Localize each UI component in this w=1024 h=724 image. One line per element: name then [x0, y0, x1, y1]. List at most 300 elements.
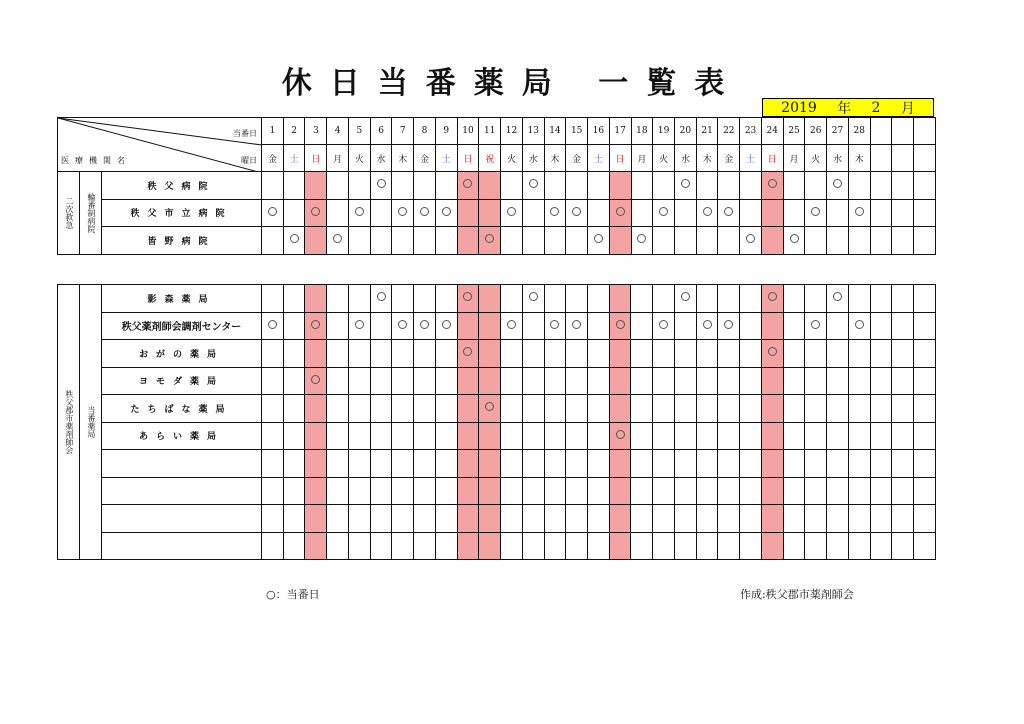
- day-cell: [653, 367, 675, 395]
- day-cell: [631, 450, 653, 478]
- duty-mark-icon: [311, 207, 320, 216]
- day-cell: [870, 312, 892, 340]
- group-label: 二次救急: [64, 196, 74, 229]
- duty-mark-icon: [616, 207, 625, 216]
- weekday: 金: [566, 145, 588, 172]
- legend: [266, 586, 320, 602]
- year-unit: 年: [837, 100, 852, 117]
- day-cell: [848, 395, 870, 423]
- day-cell: [740, 367, 762, 395]
- duty-mark-icon: [681, 292, 690, 301]
- day-cell: [740, 505, 762, 533]
- day-cell: [305, 199, 327, 227]
- day-cell: [914, 532, 936, 560]
- day-cell: [696, 532, 718, 560]
- weekday: 木: [848, 145, 870, 172]
- day-cell: [588, 227, 610, 255]
- duty-mark-icon: [268, 320, 277, 329]
- day-cell: [827, 172, 849, 200]
- day-number: 22: [718, 118, 740, 145]
- weekday: 金: [262, 145, 284, 172]
- day-cell: [305, 422, 327, 450]
- day-number: [914, 118, 936, 145]
- day-number: 21: [696, 118, 718, 145]
- day-cell: [805, 505, 827, 533]
- day-cell: [348, 312, 370, 340]
- day-cell: [305, 477, 327, 505]
- day-cell: [414, 477, 436, 505]
- day-cell: [696, 172, 718, 200]
- day-cell: [718, 532, 740, 560]
- day-cell: [827, 367, 849, 395]
- day-cell: [501, 505, 523, 533]
- day-cell: [827, 340, 849, 368]
- day-cell: [457, 505, 479, 533]
- duty-mark-icon: [268, 207, 277, 216]
- subgroup-label-cell: [80, 172, 102, 255]
- day-cell: [914, 450, 936, 478]
- duty-mark-icon: [811, 320, 820, 329]
- day-cell: [827, 199, 849, 227]
- day-cell: [522, 285, 544, 313]
- duty-mark-icon: [550, 207, 559, 216]
- day-cell: [674, 340, 696, 368]
- day-cell: [522, 367, 544, 395]
- day-cell: [457, 422, 479, 450]
- day-cell: [283, 367, 305, 395]
- day-cell: [479, 227, 501, 255]
- day-cell: [414, 312, 436, 340]
- day-cell: [631, 477, 653, 505]
- day-cell: [696, 199, 718, 227]
- day-cell: [870, 505, 892, 533]
- table-row: [58, 532, 936, 560]
- institution-name: [102, 450, 262, 478]
- day-cell: [262, 450, 284, 478]
- day-cell: [609, 199, 631, 227]
- day-cell: [566, 395, 588, 423]
- day-cell: [566, 477, 588, 505]
- duty-mark-icon: [703, 320, 712, 329]
- day-cell: [544, 285, 566, 313]
- duty-mark-icon: [659, 207, 668, 216]
- day-number: 11: [479, 118, 501, 145]
- day-cell: [501, 532, 523, 560]
- page-title: 休日当番薬局 一覧表: [281, 66, 743, 101]
- day-cell: [609, 227, 631, 255]
- day-cell: [544, 227, 566, 255]
- day-cell: [457, 172, 479, 200]
- day-cell: [609, 450, 631, 478]
- day-cell: [414, 505, 436, 533]
- day-cell: [262, 227, 284, 255]
- day-cell: [892, 505, 914, 533]
- day-cell: [827, 227, 849, 255]
- day-cell: [414, 227, 436, 255]
- day-cell: [348, 172, 370, 200]
- day-cell: [588, 450, 610, 478]
- day-cell: [544, 172, 566, 200]
- day-cell: [522, 312, 544, 340]
- weekday: 水: [827, 145, 849, 172]
- day-cell: [262, 505, 284, 533]
- table-row: [58, 505, 936, 533]
- duty-mark-icon: [420, 320, 429, 329]
- day-cell: [392, 199, 414, 227]
- day-cell: [740, 340, 762, 368]
- day-cell: [631, 367, 653, 395]
- day-cell: [848, 477, 870, 505]
- day-cell: [848, 312, 870, 340]
- day-cell: [457, 450, 479, 478]
- day-cell: [718, 172, 740, 200]
- day-cell: [761, 199, 783, 227]
- duty-mark-icon: [507, 320, 516, 329]
- day-cell: [783, 505, 805, 533]
- day-cell: [783, 340, 805, 368]
- weekday: 日: [609, 145, 631, 172]
- duty-mark-icon: [355, 320, 364, 329]
- day-number: 23: [740, 118, 762, 145]
- day-cell: [327, 227, 349, 255]
- day-cell: [718, 505, 740, 533]
- day-cell: [457, 285, 479, 313]
- day-cell: [544, 450, 566, 478]
- day-cell: [435, 422, 457, 450]
- day-cell: [718, 450, 740, 478]
- day-cell: [305, 450, 327, 478]
- duty-mark-icon: [768, 292, 777, 301]
- day-cell: [501, 422, 523, 450]
- weekday: 土: [740, 145, 762, 172]
- day-cell: [805, 227, 827, 255]
- day-cell: [892, 367, 914, 395]
- day-cell: [609, 172, 631, 200]
- day-cell: [914, 367, 936, 395]
- day-cell: [435, 505, 457, 533]
- period-box: [762, 98, 934, 117]
- day-cell: [870, 395, 892, 423]
- legend-symbol: ○: [266, 588, 276, 601]
- day-cell: [544, 199, 566, 227]
- day-cell: [414, 199, 436, 227]
- day-cell: [435, 477, 457, 505]
- day-cell: [848, 422, 870, 450]
- day-cell: [848, 340, 870, 368]
- day-cell: [805, 285, 827, 313]
- day-cell: [588, 172, 610, 200]
- weekday: 月: [327, 145, 349, 172]
- day-cell: [522, 477, 544, 505]
- day-cell: [740, 395, 762, 423]
- day-cell: [609, 285, 631, 313]
- table-row: [58, 285, 936, 313]
- day-cell: [327, 450, 349, 478]
- day-cell: [653, 199, 675, 227]
- duty-mark-icon: [507, 207, 516, 216]
- day-cell: [631, 340, 653, 368]
- weekday: 木: [544, 145, 566, 172]
- day-cell: [327, 505, 349, 533]
- duty-mark-icon: [463, 347, 472, 356]
- day-cell: [479, 367, 501, 395]
- day-cell: [327, 172, 349, 200]
- day-cell: [609, 367, 631, 395]
- day-cell: [870, 450, 892, 478]
- institution-name: おがの薬局: [102, 340, 262, 368]
- table-row: [58, 367, 936, 395]
- institution-name: 秩父市立病院: [102, 199, 262, 227]
- day-cell: [283, 395, 305, 423]
- day-cell: [914, 312, 936, 340]
- day-number: 19: [653, 118, 675, 145]
- day-cell: [283, 285, 305, 313]
- day-cell: [370, 505, 392, 533]
- day-cell: [370, 477, 392, 505]
- weekday: 金: [414, 145, 436, 172]
- day-cell: [718, 367, 740, 395]
- subgroup-label-cell: [80, 285, 102, 560]
- day-cell: [914, 477, 936, 505]
- day-cell: [805, 199, 827, 227]
- duty-day-label: 当番日: [233, 129, 258, 138]
- duty-mark-icon: [420, 207, 429, 216]
- day-cell: [566, 199, 588, 227]
- day-cell: [870, 477, 892, 505]
- day-cell: [522, 450, 544, 478]
- day-cell: [696, 477, 718, 505]
- day-number: 12: [501, 118, 523, 145]
- day-cell: [392, 340, 414, 368]
- day-number: 1: [262, 118, 284, 145]
- day-cell: [631, 227, 653, 255]
- day-cell: [696, 450, 718, 478]
- day-cell: [609, 422, 631, 450]
- day-cell: [262, 477, 284, 505]
- day-cell: [718, 285, 740, 313]
- day-cell: [305, 340, 327, 368]
- day-cell: [653, 312, 675, 340]
- day-cell: [305, 505, 327, 533]
- weekday: [914, 145, 936, 172]
- day-cell: [392, 422, 414, 450]
- day-cell: [305, 367, 327, 395]
- day-cell: [674, 477, 696, 505]
- day-cell: [674, 395, 696, 423]
- duty-mark-icon: [442, 207, 451, 216]
- day-cell: [327, 422, 349, 450]
- day-cell: [870, 199, 892, 227]
- day-cell: [305, 532, 327, 560]
- day-cell: [501, 395, 523, 423]
- day-cell: [479, 340, 501, 368]
- day-cell: [696, 312, 718, 340]
- day-cell: [674, 227, 696, 255]
- weekday: 月: [631, 145, 653, 172]
- day-cell: [501, 227, 523, 255]
- day-cell: [653, 340, 675, 368]
- day-cell: [327, 532, 349, 560]
- day-cell: [914, 199, 936, 227]
- day-cell: [435, 340, 457, 368]
- day-cell: [696, 340, 718, 368]
- day-cell: [631, 422, 653, 450]
- day-number: 4: [327, 118, 349, 145]
- day-cell: [783, 285, 805, 313]
- weekday: 土: [435, 145, 457, 172]
- duty-mark-icon: [463, 292, 472, 301]
- day-cell: [479, 532, 501, 560]
- weekday: 木: [392, 145, 414, 172]
- day-cell: [588, 312, 610, 340]
- day-cell: [892, 477, 914, 505]
- day-cell: [740, 172, 762, 200]
- day-cell: [457, 367, 479, 395]
- day-cell: [609, 312, 631, 340]
- day-cell: [327, 312, 349, 340]
- duty-mark-icon: [616, 430, 625, 439]
- duty-mark-icon: [572, 207, 581, 216]
- day-cell: [892, 532, 914, 560]
- day-cell: [479, 312, 501, 340]
- day-cell: [457, 395, 479, 423]
- duty-mark-icon: [398, 320, 407, 329]
- group-label-cell: [58, 285, 80, 560]
- day-cell: [370, 312, 392, 340]
- day-cell: [457, 340, 479, 368]
- day-cell: [262, 422, 284, 450]
- institution-name-label: 医療機関名: [61, 156, 131, 165]
- day-cell: [283, 227, 305, 255]
- day-cell: [392, 505, 414, 533]
- day-cell: [283, 312, 305, 340]
- day-cell: [566, 340, 588, 368]
- day-cell: [370, 422, 392, 450]
- duty-mark-icon: [377, 292, 386, 301]
- day-cell: [609, 505, 631, 533]
- duty-mark-icon: [833, 179, 842, 188]
- day-cell: [674, 285, 696, 313]
- day-cell: [283, 340, 305, 368]
- day-cell: [805, 172, 827, 200]
- day-cell: [827, 395, 849, 423]
- weekday: 日: [761, 145, 783, 172]
- day-cell: [783, 477, 805, 505]
- day-cell: [501, 312, 523, 340]
- duty-mark-icon: [811, 207, 820, 216]
- day-cell: [870, 367, 892, 395]
- duty-mark-icon: [768, 347, 777, 356]
- day-cell: [283, 199, 305, 227]
- day-cell: [740, 532, 762, 560]
- day-cell: [566, 450, 588, 478]
- day-number: 25: [783, 118, 805, 145]
- day-cell: [348, 340, 370, 368]
- duty-mark-icon: [724, 320, 733, 329]
- day-cell: [609, 532, 631, 560]
- institution-name: [102, 505, 262, 533]
- day-cell: [696, 395, 718, 423]
- weekday: 月: [783, 145, 805, 172]
- day-cell: [870, 227, 892, 255]
- day-cell: [827, 450, 849, 478]
- day-cell: [501, 367, 523, 395]
- subgroup-label: 輪番制病院: [86, 192, 96, 233]
- day-cell: [348, 505, 370, 533]
- day-cell: [283, 477, 305, 505]
- day-cell: [761, 340, 783, 368]
- day-cell: [674, 367, 696, 395]
- day-cell: [718, 340, 740, 368]
- day-cell: [414, 532, 436, 560]
- day-cell: [761, 227, 783, 255]
- day-number: 10: [457, 118, 479, 145]
- day-cell: [501, 285, 523, 313]
- institution-name: 影森薬局: [102, 285, 262, 313]
- day-cell: [848, 505, 870, 533]
- day-cell: [479, 505, 501, 533]
- day-cell: [827, 422, 849, 450]
- day-cell: [761, 477, 783, 505]
- duty-mark-icon: [833, 292, 842, 301]
- day-cell: [740, 477, 762, 505]
- weekday: 火: [501, 145, 523, 172]
- day-cell: [631, 285, 653, 313]
- day-cell: [892, 199, 914, 227]
- duty-mark-icon: [485, 402, 494, 411]
- day-cell: [848, 450, 870, 478]
- table-row: [58, 340, 936, 368]
- duty-mark-icon: [659, 320, 668, 329]
- day-cell: [631, 172, 653, 200]
- day-cell: [914, 227, 936, 255]
- day-number: 8: [414, 118, 436, 145]
- month-unit: 月: [900, 100, 915, 117]
- table-row: [58, 227, 936, 255]
- day-number: 7: [392, 118, 414, 145]
- day-cell: [457, 199, 479, 227]
- day-cell: [544, 367, 566, 395]
- day-cell: [435, 450, 457, 478]
- day-cell: [892, 172, 914, 200]
- day-cell: [892, 422, 914, 450]
- day-cell: [914, 505, 936, 533]
- duty-mark-icon: [485, 234, 494, 243]
- day-cell: [892, 285, 914, 313]
- duty-mark-icon: [616, 320, 625, 329]
- day-cell: [783, 172, 805, 200]
- day-cell: [566, 532, 588, 560]
- table-row: [58, 172, 936, 200]
- day-cell: [414, 395, 436, 423]
- day-cell: [740, 199, 762, 227]
- day-cell: [327, 367, 349, 395]
- day-cell: [501, 199, 523, 227]
- day-cell: [848, 367, 870, 395]
- day-cell: [348, 227, 370, 255]
- day-cell: [283, 422, 305, 450]
- hospital-table: [57, 117, 936, 255]
- day-cell: [653, 505, 675, 533]
- weekday: 土: [588, 145, 610, 172]
- day-cell: [392, 367, 414, 395]
- duty-mark-icon: [311, 320, 320, 329]
- day-cell: [588, 285, 610, 313]
- day-cell: [283, 505, 305, 533]
- day-cell: [827, 312, 849, 340]
- day-cell: [696, 422, 718, 450]
- duty-mark-icon: [703, 207, 712, 216]
